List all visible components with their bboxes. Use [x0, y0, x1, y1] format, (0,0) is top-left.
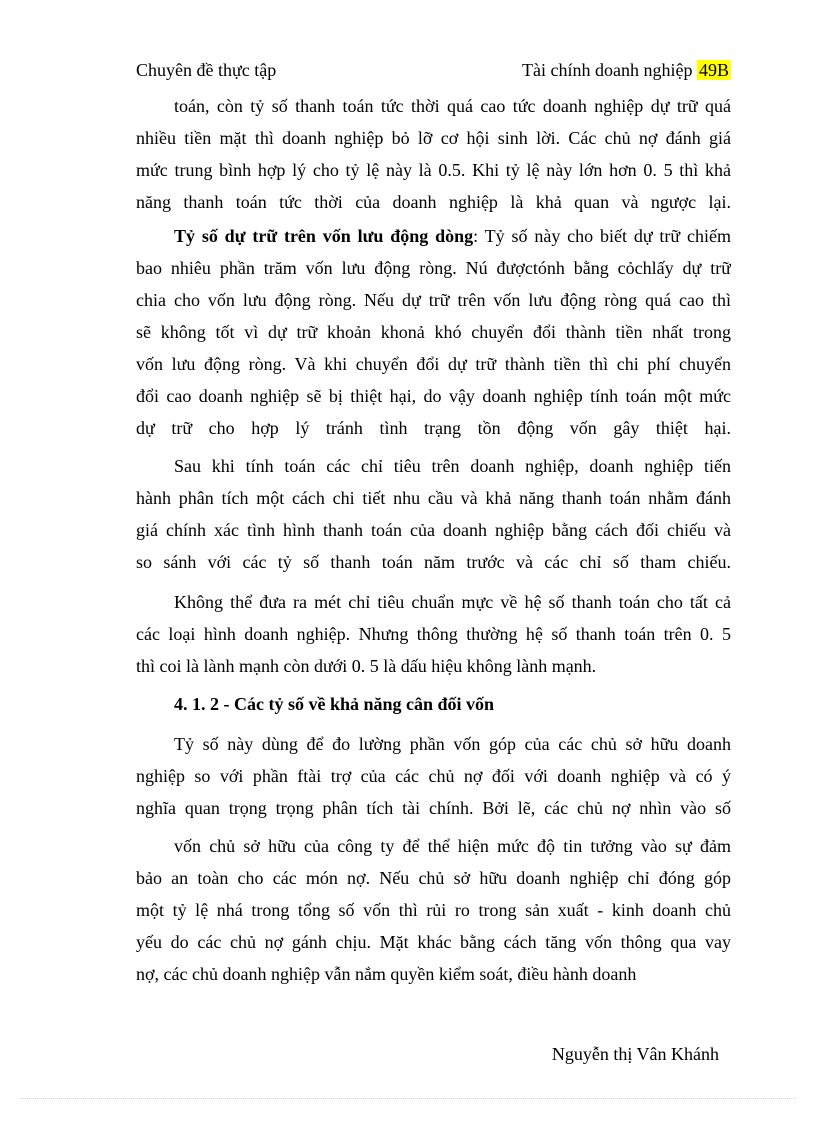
section-heading: 4. 1. 2 - Các tỷ số về khả năng cân đối vốn: [174, 694, 495, 714]
ratio-heading-bold: Tỷ số dự trữ trên vốn lưu động dòng: [174, 226, 474, 246]
header-class-highlight: 49B: [698, 60, 729, 80]
text-line: sẽ không tốt vì dự trữ khoản khonả khó chuyển đổi thành tiền nhất trong: [136, 322, 731, 342]
header-subject: [522, 56, 731, 84]
text-line: bảo an toàn cho các món nợ. Nếu chủ sở hữu doanh nghiệp chỉ đóng góp: [136, 868, 731, 888]
ratio-heading-tail: dự trữ chiếm: [633, 226, 731, 246]
text-line: yếu do các chủ nợ gánh chịu. Mặt khác bằng cách tăng vốn thông qua vay: [136, 932, 731, 952]
text-line: bao nhiêu phần trăm vốn lưu động ròng. Nú đượctónh bằng cỏchlấy dự trữ: [136, 258, 731, 278]
text-line: nghĩa quan trọng trọng phân tích tài chính. Bởi lẽ, các chủ nợ nhìn vào số: [136, 798, 731, 818]
text-line: Tỷ số này dùng để đo lường phần vốn góp của các chủ sở hữu doanh: [174, 734, 731, 754]
text-line: dự trữ cho hợp lý tránh tình trạng tồn động vốn gây thiệt hại.: [136, 418, 731, 438]
text-line: một tỷ lệ nhá trong tổng số vốn thì rủi ro trong sản xuất - kinh doanh chủ: [136, 900, 731, 920]
text-line: so sánh với các tỷ số thanh toán năm trước và các chỉ số tham chiếu.: [136, 552, 731, 572]
ratio-heading-rest: : Tỷ số này cho biết: [473, 226, 634, 246]
page-footer-author: Nguyễn thị Vân Khánh: [551, 1044, 719, 1064]
header-subject-text: Tài chính doanh nghiệp: [522, 60, 697, 80]
text-line: nợ, các chủ doanh nghiệp vẫn nắm quyền kiểm soát, điều hành doanh: [136, 964, 637, 984]
text-line: thì coi là lành mạnh còn dưới 0. 5 là dấu hiệu không lành mạnh.: [136, 656, 597, 676]
text-line: vốn chủ sở hữu của công ty để thể hiện mức độ tin tưởng vào sự đảm: [174, 836, 731, 856]
text-line: Không thể đưa ra mét chỉ tiêu chuẩn mực về hệ số thanh toán cho tất cả: [174, 592, 731, 612]
text-line: toán, còn tỷ số thanh toán tức thời quá cao tức doanh nghiệp dự trữ quá: [174, 96, 731, 116]
text-line: chia cho vốn lưu động ròng. Nếu dự trữ trên vốn lưu động ròng quá cao thì: [136, 290, 731, 310]
ratio-heading-line: [174, 220, 731, 252]
text-line: mức trung bình hợp lý cho tỷ lệ này là 0.5. Khi tỷ lệ này lớn hơn 0. 5 thì khả: [136, 160, 731, 180]
text-line: nhiều tiền mặt thì doanh nghiệp bỏ lỡ cơ hội sinh lời. Các chủ nợ đánh giá: [136, 128, 731, 148]
page-bottom-rule: [20, 1098, 796, 1099]
text-line: hành phân tích một cách chi tiết nhu cầu và khả năng thanh toán nhằm đánh: [136, 488, 731, 508]
text-line: các loại hình doanh nghiệp. Nhưng thông thường hệ số thanh toán trên 0. 5: [136, 624, 731, 644]
text-line: nghiệp so với phần ftài trợ của các chủ nợ đối với doanh nghiệp và có ý: [136, 766, 731, 786]
text-line: vốn lưu động ròng. Và khi chuyển đổi dự trữ thành tiền thì chi phí chuyển: [136, 354, 731, 374]
text-line: Sau khi tính toán các chỉ tiêu trên doanh nghiệp, doanh nghiệp tiến: [174, 456, 731, 476]
header-course-title: Chuyên đề thực tập: [136, 60, 277, 80]
text-line: đổi cao doanh nghiệp sẽ bị thiệt hại, do vậy doanh nghiệp tính toán một mức: [136, 386, 731, 406]
page-header: [136, 56, 731, 84]
text-line: năng thanh toán tức thời của doanh nghiệp là khả quan và ngược lại.: [136, 192, 731, 212]
text-line: giá chính xác tình hình thanh toán của doanh nghiệp bằng cách đối chiếu và: [136, 520, 731, 540]
